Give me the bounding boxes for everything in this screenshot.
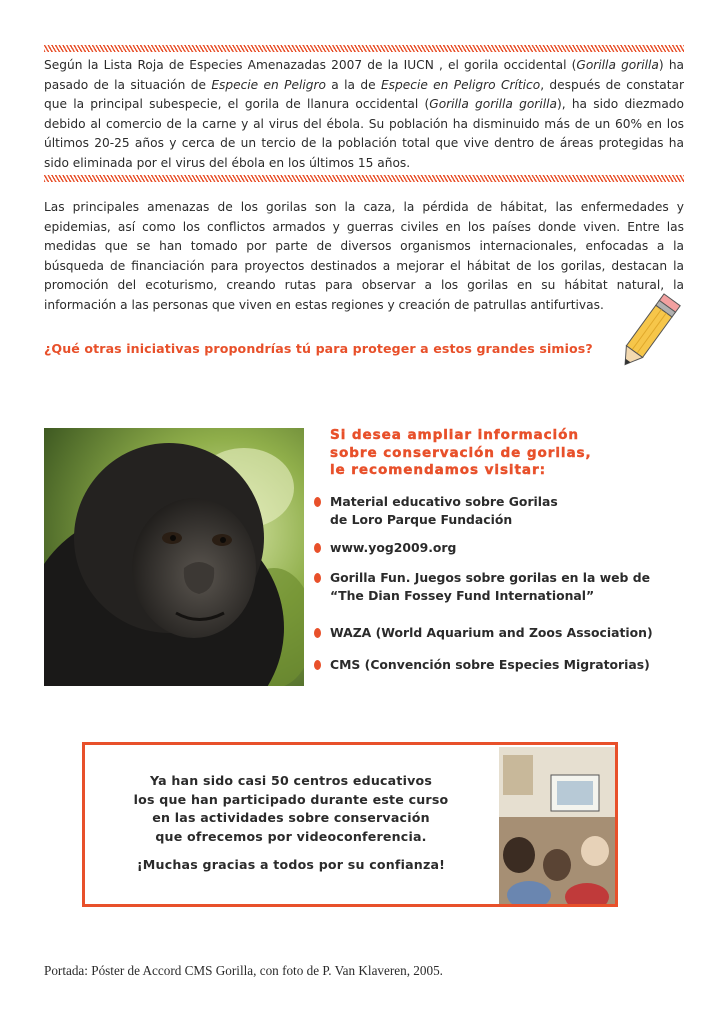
- resource-label: www.yog2009.org: [330, 540, 457, 555]
- subspecies-name: Gorilla gorilla gorilla: [429, 97, 557, 112]
- intro-paragraph: [44, 56, 684, 174]
- species-name: Gorilla gorilla: [576, 58, 659, 72]
- resource-label: Gorilla Fun. Juegos sobre gorilas en la web de: [330, 570, 651, 585]
- info-heading: [330, 427, 670, 480]
- resource-loro-parque[interactable]: [314, 493, 558, 528]
- pencil-icon: [608, 290, 688, 376]
- status-endangered: Especie en Peligro: [211, 77, 326, 92]
- resource-waza[interactable]: [314, 624, 710, 642]
- bullet-icon: [314, 660, 321, 670]
- resource-label: CMS (Convención sobre Especies Migratorias): [330, 657, 650, 672]
- intro-text-1: Según la Lista Roja de Especies Amenazadas 2007 de la IUCN , el gorila occidental (: [44, 58, 577, 72]
- info-heading-line-2: sobre conservación de gorilas,: [330, 444, 592, 461]
- thanks-line-3: en las actividades sobre conservación: [152, 810, 430, 826]
- info-heading-line-1: Si desea ampliar información: [330, 427, 579, 443]
- resource-yog2009[interactable]: [314, 539, 456, 557]
- intro-text-2: ) ha pasado de la situación de: [44, 58, 685, 92]
- thanks-line-2: los que han participado durante este curso: [133, 791, 449, 807]
- intro-text-4: , después de constatar que la principal subespecie, el gorila de llanura occidental (: [44, 77, 684, 112]
- thanks-message: [118, 772, 464, 846]
- resource-label-line-2: de Loro Parque Fundación: [330, 511, 513, 527]
- intro-text-3: a la de: [325, 77, 381, 92]
- classroom-photo: [499, 747, 615, 904]
- resource-label: WAZA (World Aquarium and Zoos Association): [330, 625, 653, 640]
- resource-gorilla-fun[interactable]: [314, 569, 710, 604]
- resource-label-line-2: “The Dian Fossey Fund International”: [330, 587, 595, 603]
- cover-caption: Portada: Póster de Accord CMS Gorilla, con foto de P. Van Klaveren, 2005.: [44, 963, 443, 978]
- bullet-icon: [314, 573, 321, 583]
- bullet-icon: [314, 628, 321, 638]
- decorative-divider-middle: [44, 175, 684, 182]
- info-heading-line-3: le recomendamos visitar:: [330, 462, 546, 479]
- resource-label: Material educativo sobre Gorilas: [330, 494, 558, 509]
- resource-cms[interactable]: [314, 656, 710, 674]
- threats-paragraph: Las principales amenazas de los gorilas son la caza, la pérdida de hábitat, las enfermedades y epidemias, así como los conflictos armados y guerras civiles en los países donde viven. Entre las medidas que se han tomado por parte de diversos organismos internacionales, enfocadas a la búsqueda de financiación para proyectos destinados a mejorar el hábitat de los gorilas, destacan la promoción del ecoturismo, creando rutas para observar a los gorilas en su hábitat natural, la información a las personas que viven en estas regiones y creación de patrullas antifurtivas.: [44, 200, 684, 312]
- bullet-icon: [314, 497, 321, 507]
- status-critical: Especie en Peligro Crítico: [380, 77, 541, 92]
- thanks-line-4: que ofrecemos por videoconferencia.: [155, 828, 427, 844]
- decorative-divider-top: [44, 45, 684, 52]
- gorilla-photo: [44, 428, 304, 686]
- bullet-icon: [314, 543, 321, 553]
- thanks-line-1: Ya han sido casi 50 centros educativos: [149, 773, 433, 788]
- thanks-final: ¡Muchas gracias a todos por su confianza!: [136, 857, 446, 872]
- intro-text-5: ), ha sido diezmado debido al comercio de la carne y al virus del ébola. Su población ha disminuido más de un 60% en los últimos 20-25 años y cerca de un tercio de la población total que vive dentro de áreas protegidas ha sido eliminada por el virus del ébola en los últimos 15 años.: [44, 97, 684, 170]
- question-heading: ¿Qué otras iniciativas propondrías tú para proteger a estos grandes simios?: [44, 341, 593, 356]
